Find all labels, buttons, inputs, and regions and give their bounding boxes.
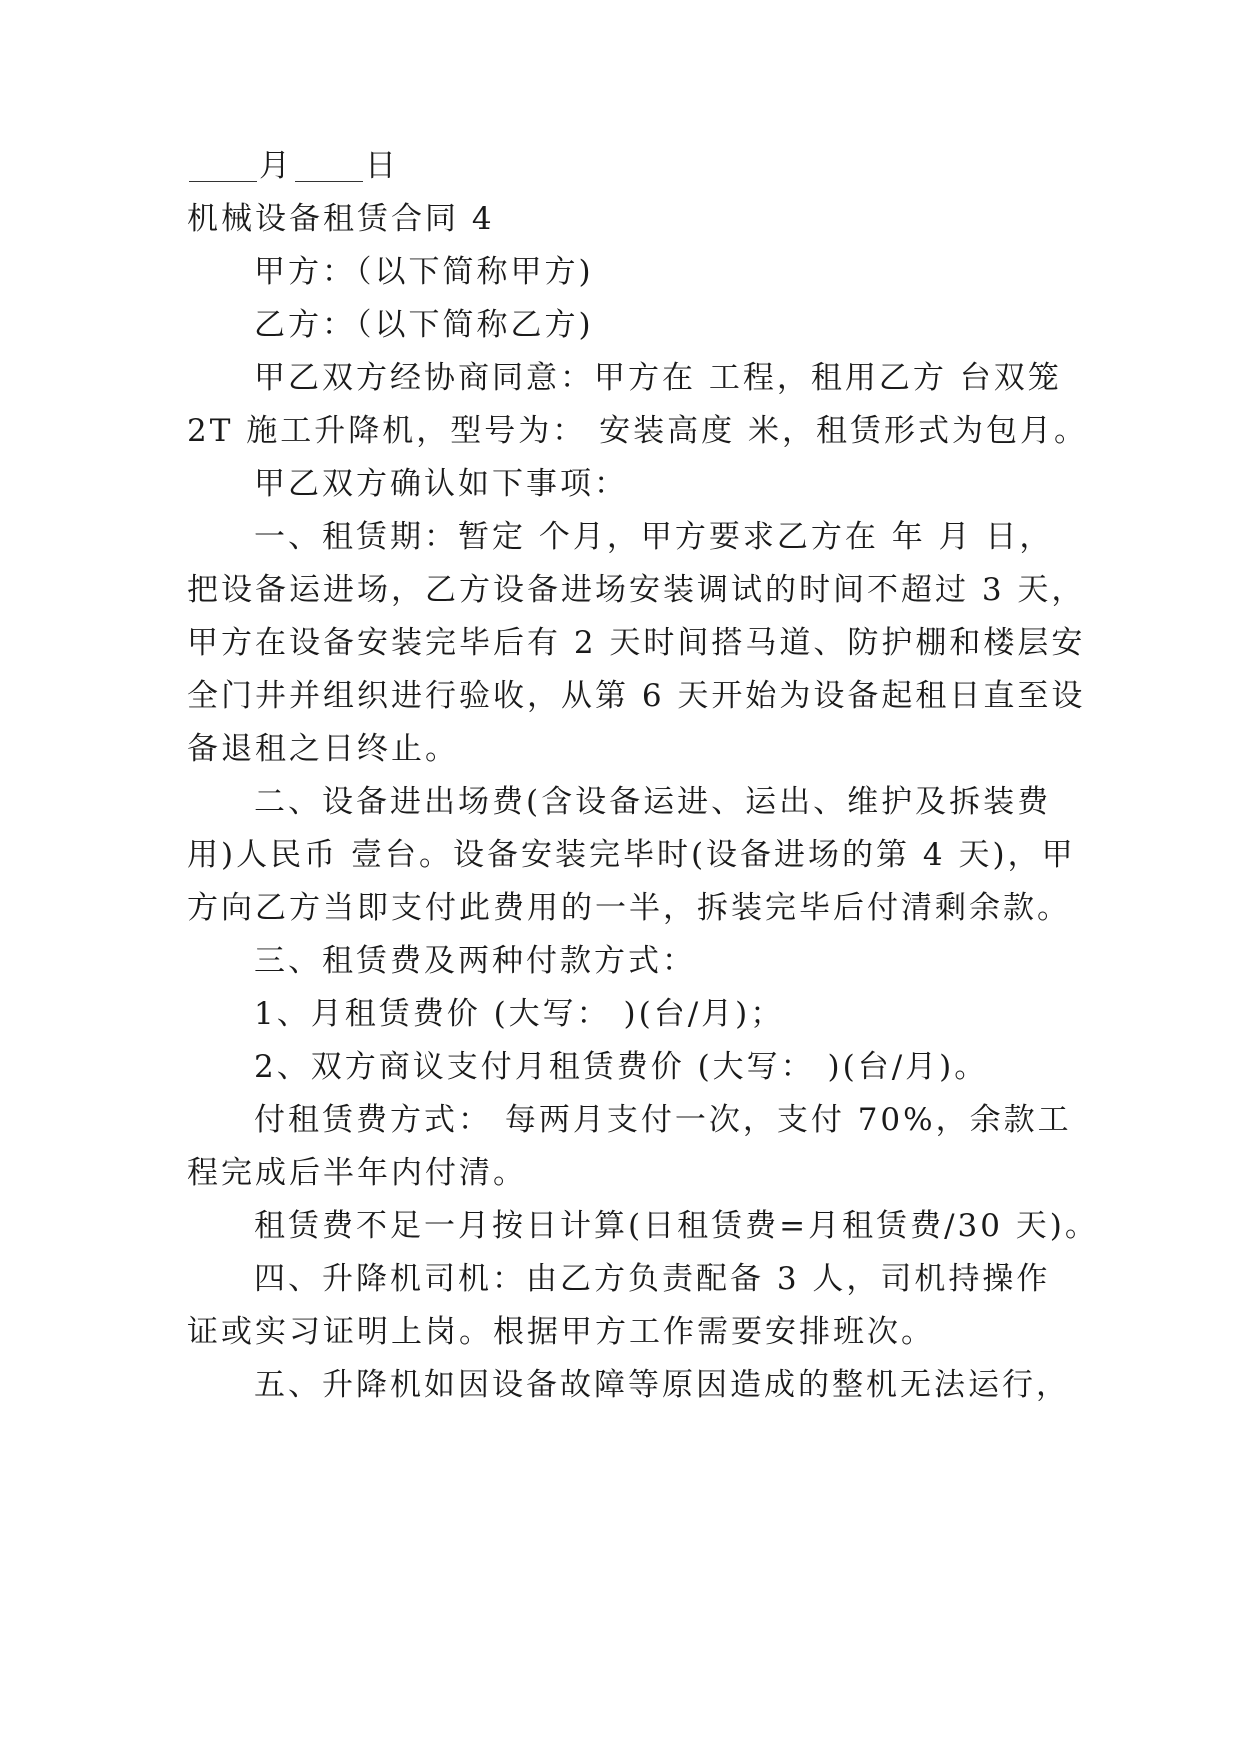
paragraph-line: 五、升降机如因设备故障等原因造成的整机无法运行， [254, 1367, 1070, 1403]
paragraph-line: 备退租之日终止。 [187, 731, 459, 767]
day-label: 日 [365, 148, 399, 184]
blank-month [189, 151, 257, 182]
paragraph-line: 把设备运进场，乙方设备进场安装调试的时间不超过 3 天， [187, 572, 1086, 608]
paragraph-line: 2T 施工升降机，型号为： 安装高度 米，租赁形式为包月。 [187, 413, 1088, 449]
paragraph-line: 全门井并组织进行验收，从第 6 天开始为设备起租日直至设 [187, 678, 1086, 714]
paragraph-line: 程完成后半年内付清。 [187, 1155, 527, 1191]
date-line [187, 146, 399, 186]
paragraph-line: 1、月租赁费价 (大写： )(台/月)； [254, 996, 785, 1032]
party-b: 乙方：（以下简称乙方) [254, 307, 594, 343]
document-title: 机械设备租赁合同 4 [187, 201, 495, 237]
paragraph-line: 付租赁费方式： 每两月支付一次，支付 70%，余款工 [254, 1102, 1072, 1138]
paragraph-line: 甲方在设备安装完毕后有 2 天时间搭马道、防护棚和楼层安 [187, 625, 1086, 661]
paragraph-line: 甲乙双方经协商同意：甲方在 工程，租用乙方 台双笼 [254, 360, 1062, 396]
paragraph-line: 三、租赁费及两种付款方式： [254, 943, 696, 979]
party-a: 甲方：（以下简称甲方) [254, 254, 594, 290]
paragraph-line: 甲乙双方确认如下事项： [254, 466, 628, 502]
paragraph-line: 二、设备进出场费(含设备运进、运出、维护及拆装费 [254, 784, 1052, 820]
paragraph-line: 一、租赁期：暂定 个月，甲方要求乙方在 年 月 日， [254, 519, 1054, 555]
paragraph-line: 租赁费不足一月按日计算(日租赁费=月租赁费/30 天)。 [254, 1208, 1099, 1244]
blank-day [295, 151, 363, 182]
paragraph-line: 2、双方商议支付月租赁费价 (大写： )(台/月)。 [254, 1049, 989, 1085]
month-label: 月 [259, 148, 293, 184]
paragraph-line: 用)人民币 壹台。设备安装完毕时(设备进场的第 4 天)，甲 [187, 837, 1076, 873]
paragraph-line: 证或实习证明上岗。根据甲方工作需要安排班次。 [187, 1314, 935, 1350]
paragraph-line: 方向乙方当即支付此费用的一半，拆装完毕后付清剩余款。 [187, 890, 1071, 926]
paragraph-line: 四、升降机司机：由乙方负责配备 3 人，司机持操作 [254, 1261, 1051, 1297]
